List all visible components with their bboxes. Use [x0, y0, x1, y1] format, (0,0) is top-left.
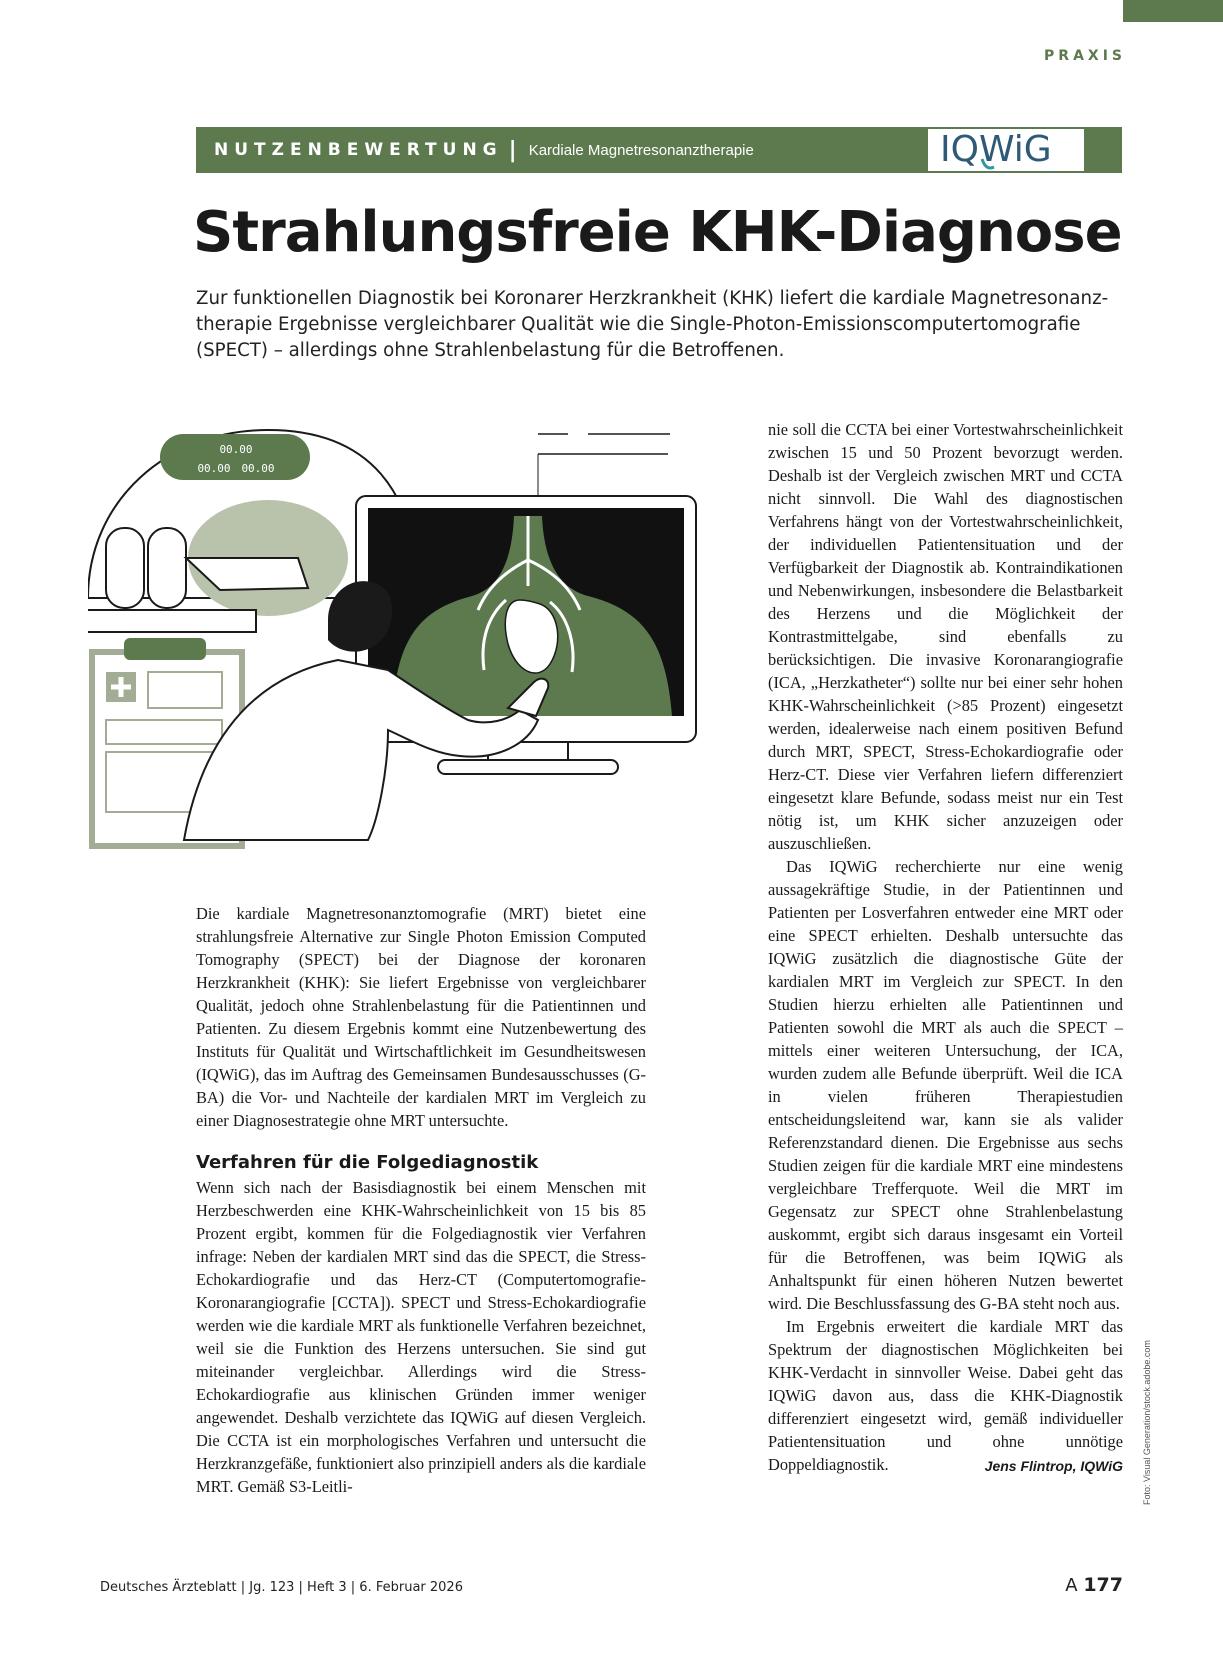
banner-rubric: NUTZENBEWERTUNG: [214, 140, 503, 160]
page-prefix: A: [1065, 1575, 1078, 1596]
closing-text: Im Ergebnis erweitert die kardiale MRT das Spektrum der diagnostischen Möglichkeiten bei KHK-Verdacht in sinnvoller Weise. Dabei geht das IQWiG davon aus, dass die KHK-Diagnostik differenziert eingesetzt wird, gemäß individueller Patientensituation und ohne unnötige Doppeldiagnostik.: [768, 1317, 1123, 1474]
mri-diagnosis-illustration: [88, 420, 728, 860]
banner-separator: |: [508, 137, 517, 163]
scanner-display-right: 00.00: [241, 462, 275, 475]
page-number: 177: [1083, 1574, 1123, 1596]
footer-journal-info: Deutsches Ärzteblatt | Jg. 123 | Heft 3 | 6. Februar 2026: [100, 1580, 463, 1595]
scanner-display-left: 00.00: [197, 462, 231, 475]
intro-paragraph: Die kardiale Magnetresonanztomografie (MRT) bietet eine strahlungsfreie Alternative zur Single Photon Emission Computed Tomography (SPECT) bei der Diagnose der koronaren Herzkrankheit (KHK): Sie liefert Ergebnisse von vergleichbarer Qualität, jedoch ohne Strahlenbelastung für die Patientinnen und Patienten. Zu diesem Ergebnis kommt eine Nutzenbewertung des Instituts für Qualität und Wirtschaftlichkeit im Gesundheitswesen (IQWiG), das im Auftrag des Gemeinsamen Bundesausschusses (G-BA) die Vor- und Nachteile der kardialen MRT im Vergleich zu einer Diagnosestrategie ohne MRT untersuchte.: [196, 904, 646, 1130]
corner-color-tab: [1123, 0, 1223, 22]
lead-paragraph: Zur funktionellen Diagnostik bei Koronarer Herzkrankheit (KHK) liefert die kardiale Magnetresonanztherapie Ergebnisse vergleichbarer Qualität wie die Single-Photon-Emissionscomputertomografie (SPECT) – allerdings ohne Strahlenbelastung für die Betroffenen.: [196, 288, 1109, 361]
page-title: Strahlungsfreie KHK-Diagnose: [193, 200, 1122, 265]
body-paragraph-right-2: Das IQWiG recherchierte nur eine wenig aussagekräftige Studie, in der Patientinnen und Patienten per Losverfahren entweder eine MRT oder eine SPECT erhielten. Deshalb untersuchte das IQWiG zusätzlich die diagnostische Güte der kardialen MRT im Vergleich zur SPECT. In den Studien hierzu erhielten alle Patientinnen und Patienten sowohl die MRT als auch die SPECT – mittels einer weiteren Untersuchung, der ICA, wurden zudem alle Befunde überprüft. Weil die ICA in vielen früheren Therapiestudien entscheidungsleitend war, kann sie als valider Referenzstandard dienen. Die Ergebnisse aus sechs Studien zeigen für die kardiale MRT eine mindestens vergleichbare Trefferquote. Weil die MRT im Gegensatz zur SPECT ohne Strahlenbelastung auskommt, ergibt sich daraus insgesamt ein Vorteil für die Betroffenen, was beim IQWiG als Anhaltspunkt für einen höheren Nutzen bewertet wird. Die Beschlussfassung des G-BA steht noch aus.: [768, 857, 1123, 1313]
body-paragraph-left: Wenn sich nach der Basisdiagnostik bei einem Menschen mit Herzbeschwerden eine KHK-Wahrscheinlichkeit von 15 bis 85 Prozent ergibt, kommen für die Folgediagnostik vier Verfahren infrage: Neben der kardialen MRT sind das die SPECT, die Stress-Echokardiografie und das Herz-CT (Computertomografie-Koronarangiografie [CCTA]). SPECT und Stress-Echokardiografie werden wie die kardiale MRT als funktionelle Verfahren bezeichnet, weil sie die Funktion des Herzens untersuchen. Sie sind gut miteinander vergleichbar. Allerdings wird die Stress-Echokardiografie aus klinischen Gründen immer weniger angewendet. Deshalb verzichtete das IQWiG auf diesen Vergleich. Die CCTA ist ein morphologisches Verfahren und untersucht die Herzkranzgefäße, funktioniert also prinzipiell anders als die kardiale MRT. Gemäß S3-Leitli-: [196, 1178, 646, 1496]
article-column-left: [196, 902, 646, 1498]
scanner-display-top: 00.00: [219, 443, 253, 456]
body-paragraph-right-3: [768, 1315, 1123, 1476]
footer-page-number: [1065, 1574, 1123, 1596]
iqwig-logo: [928, 129, 1084, 171]
photo-credit: Foto: Visual Generation/stock.adobe.com: [1142, 1340, 1152, 1505]
section-label: PRAXIS: [1044, 48, 1126, 64]
logo-text: IQWiG: [940, 129, 1052, 170]
body-paragraph-right-1: nie soll die CCTA bei einer Vortestwahrscheinlichkeit zwischen 15 und 50 Prozent bevorzugt werden. Deshalb ist der Vergleich zwischen MRT und CCTA nicht sinnvoll. Die Wahl des diagnostischen Verfahrens hängt von der Vortestwahrscheinlichkeit, der individuellen Patientensituation und der Verfügbarkeit der Diagnostik ab. Kontraindikationen und Nebenwirkungen, insbesondere die Belastbarkeit des Herzens und die Möglichkeit der Kontrastmittelgabe, sind ebenfalls zu berücksichtigen. Die invasive Koronarangiografie (ICA, „Herzkatheter“) sollte nur bei einer sehr hohen KHK-Wahrscheinlichkeit (>85 Prozent) eingesetzt werden, idealerweise nach einem positiven Befund durch MRT, SPECT, Stress-Echokardiografie oder Herz-CT. Diese vier Verfahren liefern differenziert eingesetzt klare Befunde, sodass meist nur ein Test nötig ist, um KHK sicher anzuzeigen oder auszuschließen.: [768, 420, 1123, 853]
author-byline: Jens Flintrop, IQWiG: [984, 1458, 1123, 1474]
banner-topic: Kardiale Magnetresonanztherapie: [528, 141, 754, 159]
subheading: Verfahren für die Folgediagnostik: [196, 1152, 539, 1173]
article-column-right: [768, 418, 1123, 1478]
rubric-banner: [196, 127, 1122, 173]
